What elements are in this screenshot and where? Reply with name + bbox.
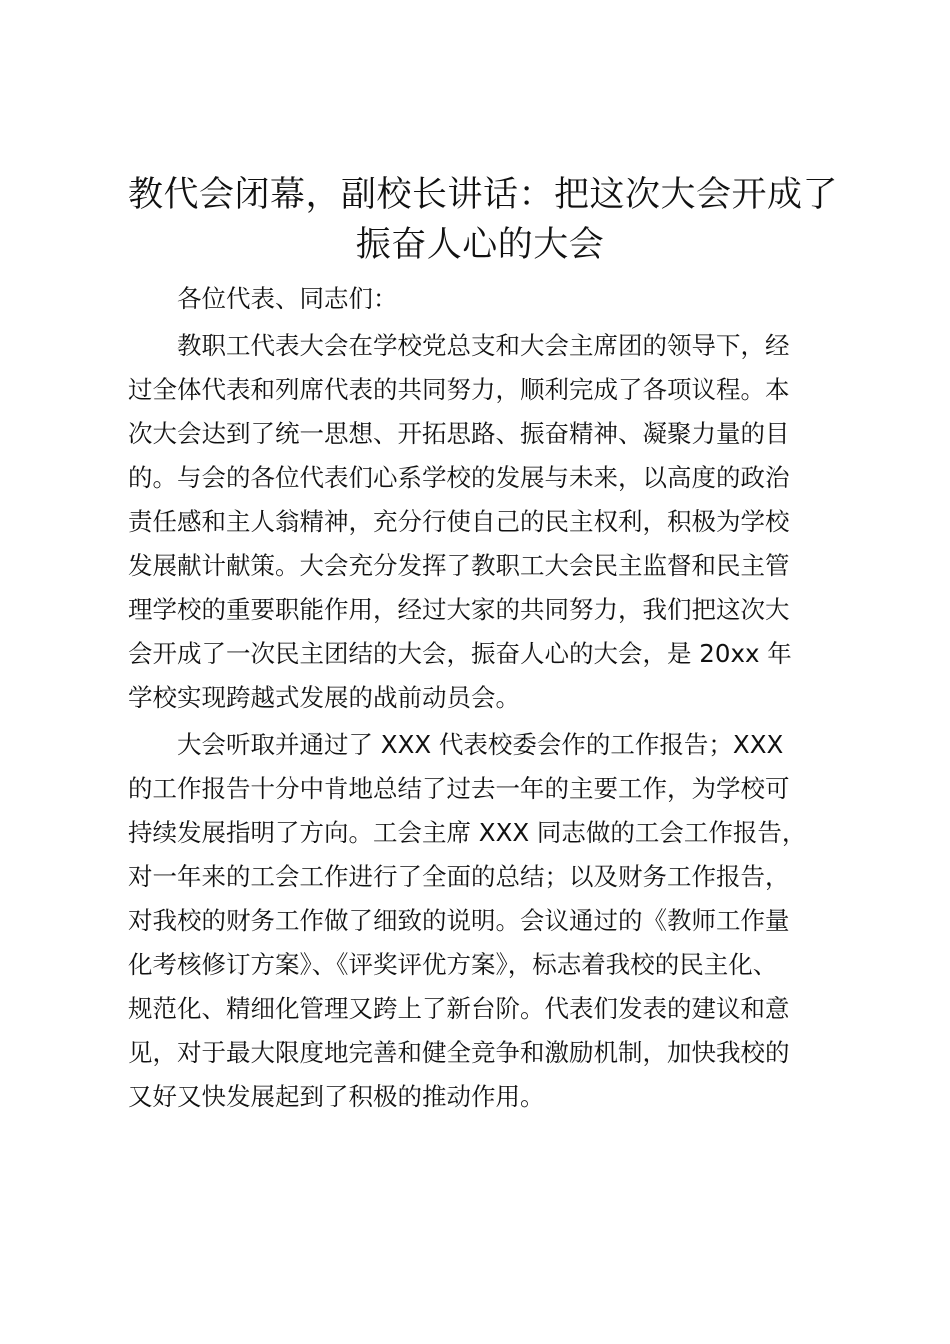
text-line: 学校实现跨越式发展的战前动员会。 — [128, 683, 520, 712]
text-line: 大会听取并通过了 XXX 代表校委会作的工作报告；XXX — [177, 730, 784, 759]
salutation: 各位代表、同志们： — [177, 284, 398, 313]
text-line: 规范化、精细化管理又跨上了新台阶。代表们发表的建议和意 — [128, 994, 790, 1023]
text-line: 的。与会的各位代表们心系学校的发展与未来，以高度的政治 — [128, 463, 790, 492]
text-line: 对一年来的工会工作进行了全面的总结；以及财务工作报告， — [128, 862, 790, 891]
text-line: 教职工代表大会在学校党总支和大会主席团的领导下，经 — [177, 331, 790, 360]
text-line: 会开成了一次民主团结的大会，振奋人心的大会，是 20xx 年 — [128, 639, 792, 668]
text-line: 见，对于最大限度地完善和健全竞争和激励机制，加快我校的 — [128, 1038, 790, 1067]
text-line: 持续发展指明了方向。工会主席 XXX 同志做的工会工作报告， — [128, 818, 807, 847]
text-line: 发展献计献策。大会充分发挥了教职工大会民主监督和民主管 — [128, 551, 790, 580]
text-line: 对我校的财务工作做了细致的说明。会议通过的《教师工作量 — [128, 906, 790, 935]
text-line: 的工作报告十分中肯地总结了过去一年的主要工作，为学校可 — [128, 774, 790, 803]
text-line: 责任感和主人翁精神，充分行使自己的民主权利，积极为学校 — [128, 507, 790, 536]
paragraph-2 — [128, 723, 832, 1119]
text-line: 化考核修订方案》、《评奖评优方案》，标志着我校的民主化、 — [128, 950, 778, 979]
document-title — [128, 170, 839, 270]
title-line: 教代会闭幕，副校长讲话：把这次大会开成了 — [128, 175, 839, 215]
text-line: 次大会达到了统一思想、开拓思路、振奋精神、凝聚力量的目 — [128, 419, 790, 448]
document-body — [128, 277, 832, 1119]
text-line: 理学校的重要职能作用，经过大家的共同努力，我们把这次大 — [128, 595, 790, 624]
document-page — [128, 170, 839, 1119]
text-line: 过全体代表和列席代表的共同努力，顺利完成了各项议程。本 — [128, 375, 790, 404]
paragraph-1 — [128, 324, 832, 720]
title-line: 振奋人心的大会 — [355, 225, 605, 265]
text-line: 又好又快发展起到了积极的推动作用。 — [128, 1082, 545, 1111]
